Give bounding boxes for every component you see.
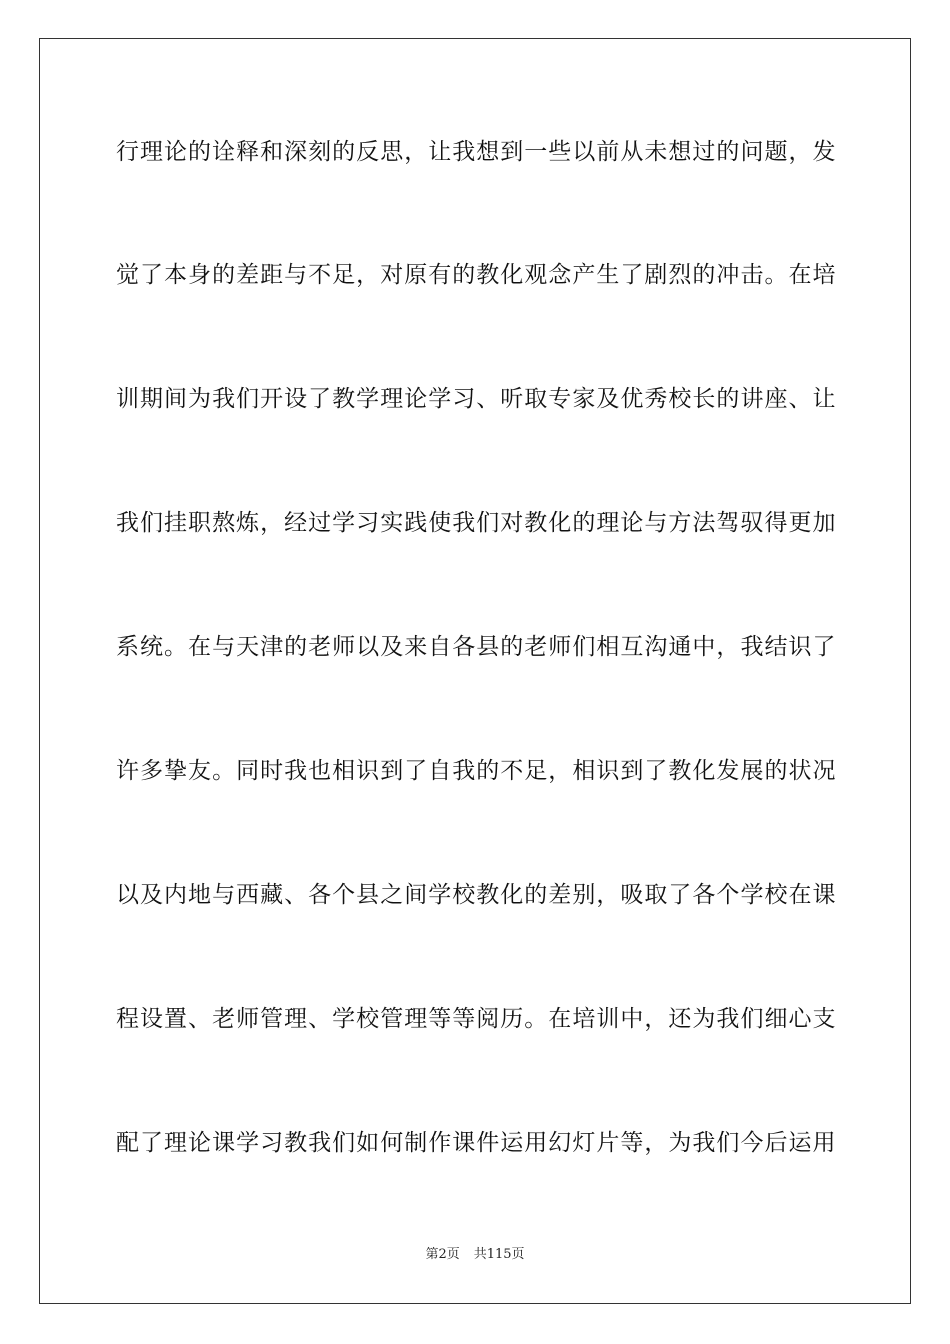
text-line: 系统。在与天津的老师以及来自各县的老师们相互沟通中，我结识了 [116, 634, 836, 660]
page-number: 第2页 [425, 1247, 460, 1262]
text-line: 我们挂职熬炼，经过学习实践使我们对教化的理论与方法驾驭得更加 [116, 510, 836, 536]
text-line: 行理论的诠释和深刻的反思，让我想到一些以前从未想过的问题，发 [116, 139, 836, 165]
page-total: 共115页 [473, 1247, 525, 1262]
text-line: 觉了本身的差距与不足，对原有的教化观念产生了剧烈的冲击。在培 [116, 262, 836, 288]
text-line: 许多挚友。同时我也相识到了自我的不足，相识到了教化发展的状况 [116, 758, 836, 784]
page-border [39, 38, 911, 1304]
text-line: 训期间为我们开设了教学理论学习、听取专家及优秀校长的讲座、让 [116, 386, 836, 412]
text-line: 程设置、老师管理、学校管理等等阅历。在培训中，还为我们细心支 [116, 1006, 836, 1032]
text-line: 配了理论课学习教我们如何制作课件运用幻灯片等，为我们今后运用 [116, 1130, 836, 1156]
text-line: 以及内地与西藏、各个县之间学校教化的差别，吸取了各个学校在课 [116, 882, 836, 908]
page-footer [0, 1246, 950, 1264]
